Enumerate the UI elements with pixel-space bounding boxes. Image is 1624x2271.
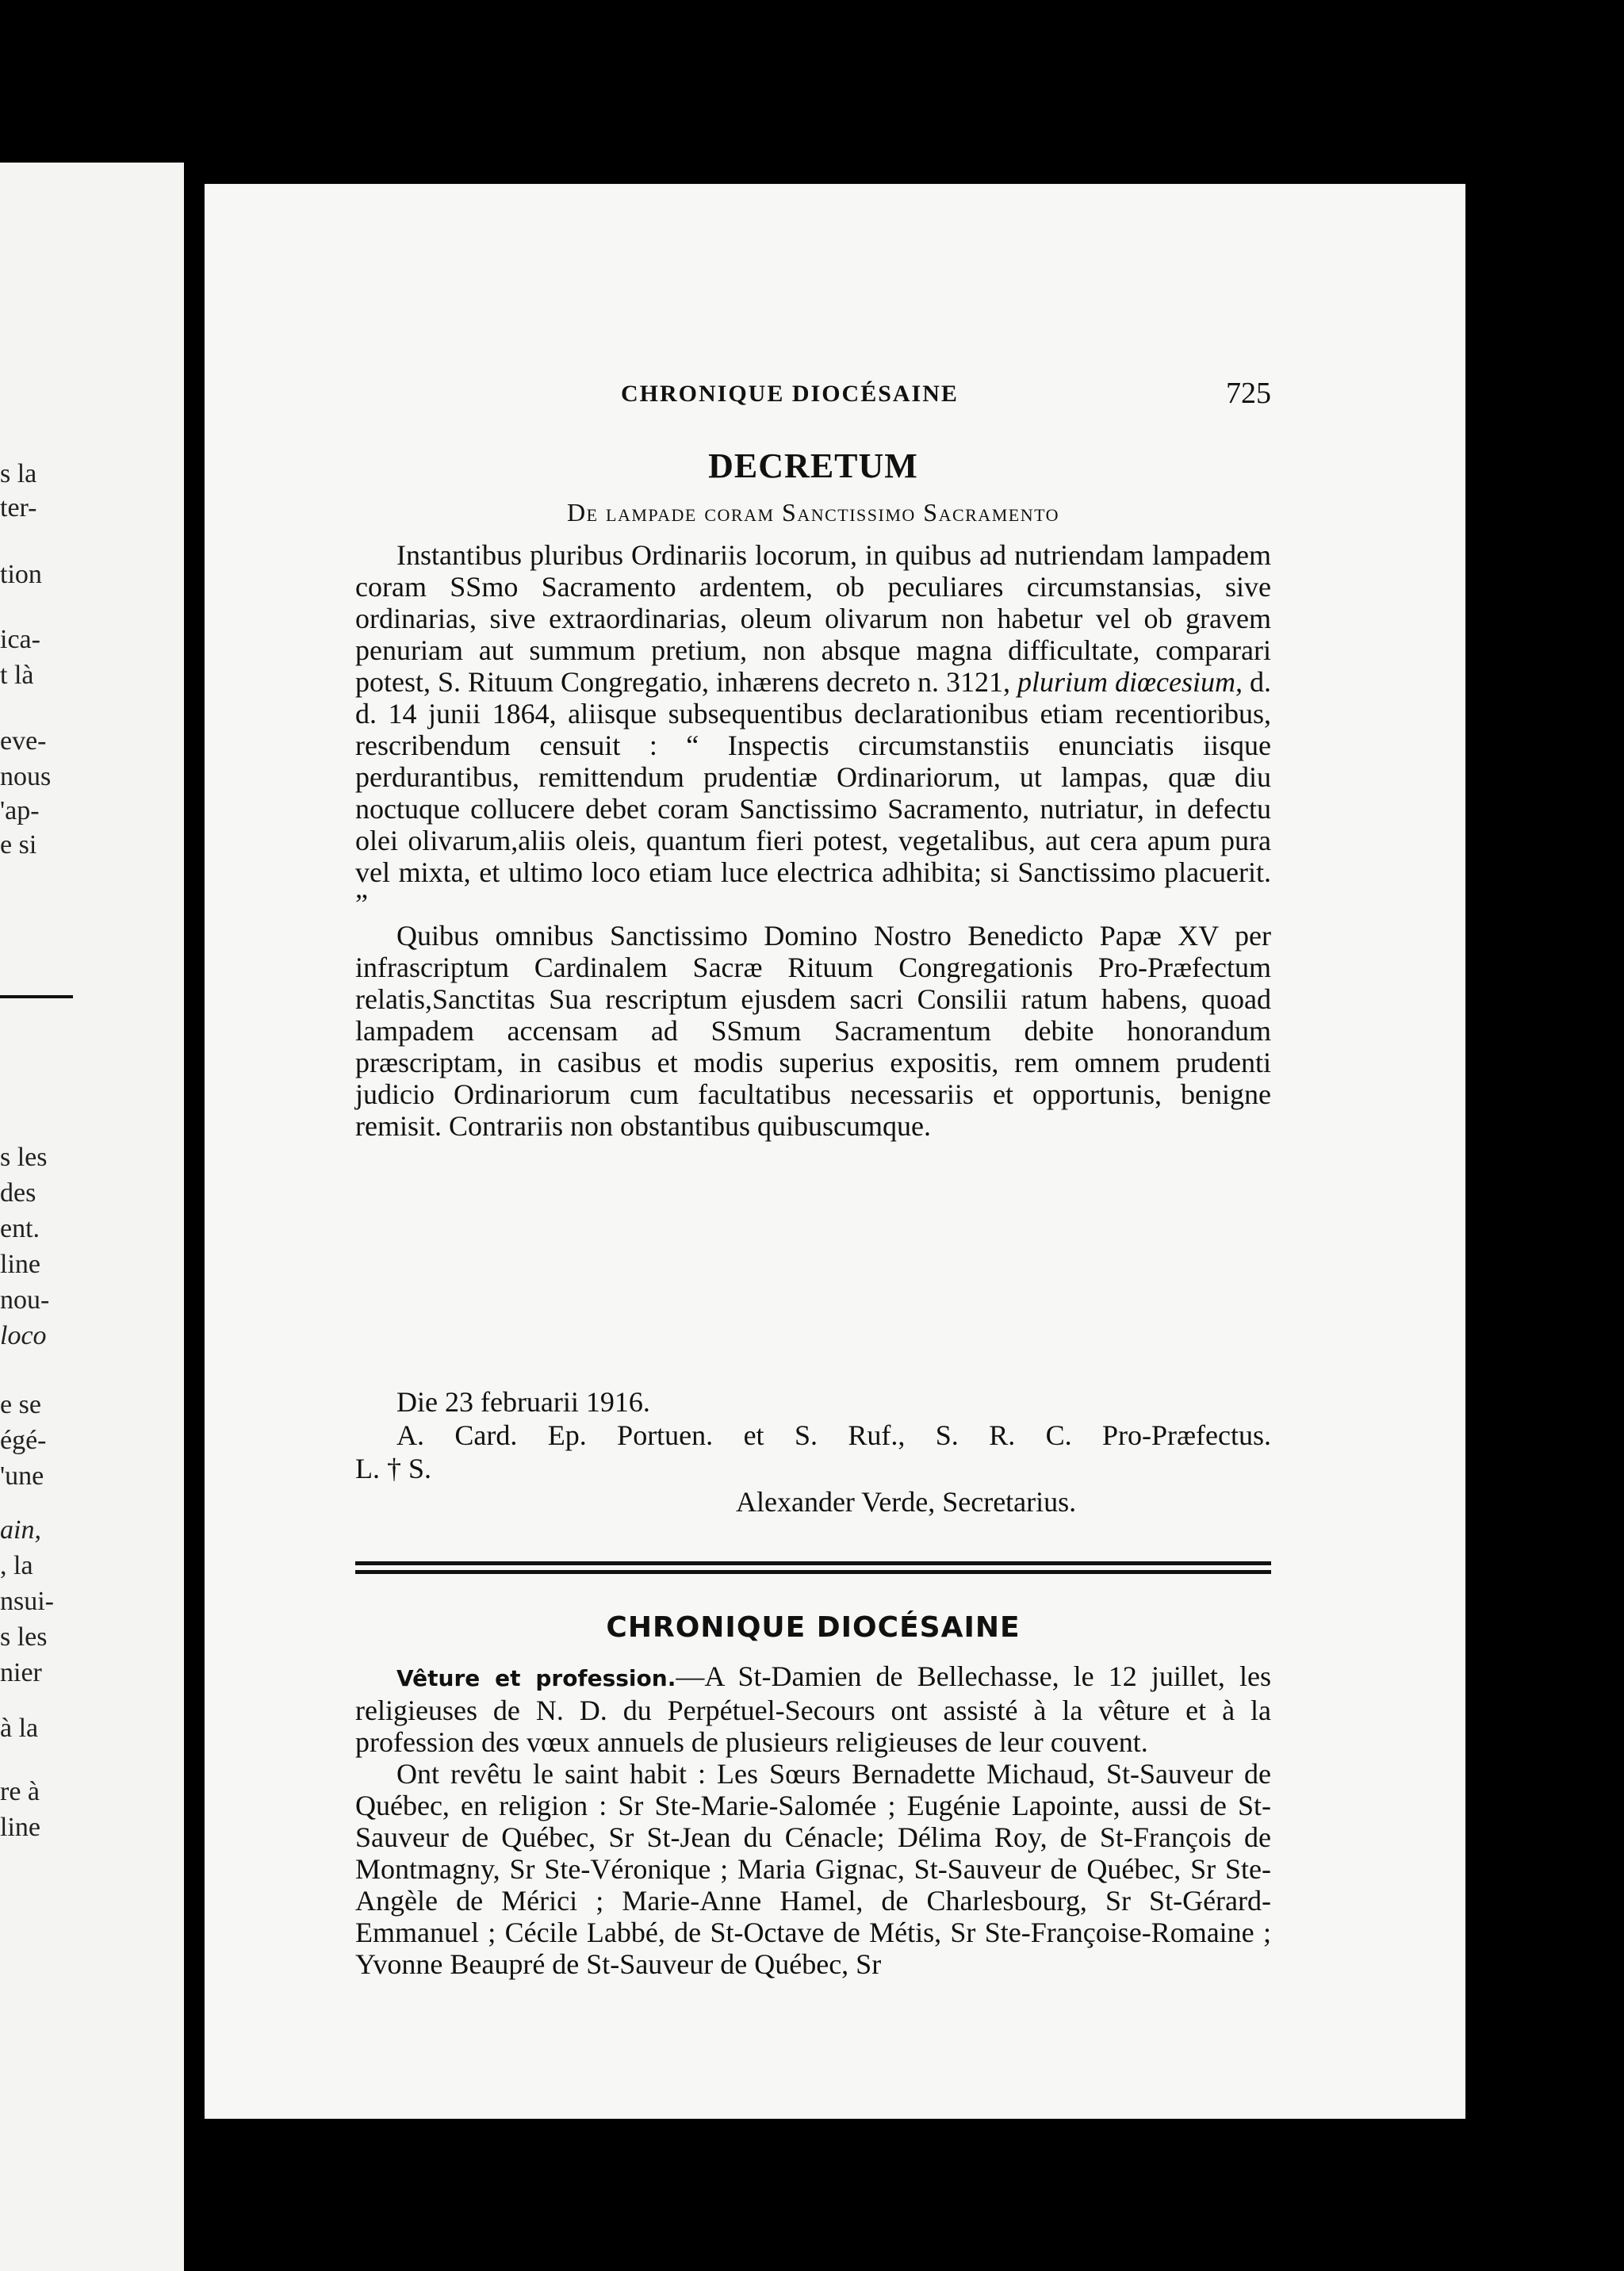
- previous-page-fragment: [0, 163, 184, 2271]
- previous-page-text-fragment: des: [0, 1178, 36, 1208]
- signature-block: [355, 1385, 1271, 1518]
- previous-page-rule: [0, 995, 73, 998]
- previous-page-text-fragment: tion: [0, 560, 42, 589]
- chronicle-paragraph-2: Ont revêtu le saint habit : Les Sœurs Bernadette Michaud, St-Sauveur de Québec, en religion : Sr Ste-Marie-Salomée ; Eugénie Lapointe, aussi de St-Sauveur de Québec, Sr St-Jean du Cénacle; Délima Roy, de St-François de Montmagny, Sr Ste-Véronique ; Maria Gignac, St-Sauveur de Québec, Sr Ste-Angèle de Mérici ; Marie-Anne Hamel, de Charlesbourg, Sr St-Gérard-Emmanuel ; Cécile Labbé, de St-Octave de Métis, Sr Ste-Françoise-Romaine ; Yvonne Beaupré de St-Sauveur de Québec, Sr: [355, 1758, 1271, 1980]
- previous-page-text-fragment: ain,: [0, 1515, 41, 1545]
- decree-signature: A. Card. Ep. Portuen. et S. Ruf., S. R. C. Pro-Præfectus.: [396, 1419, 1271, 1451]
- chronicle-paragraph-1-text: —A St-Damien de Bellechasse, le 12 juillet, les religieuses de N. D. du Perpétuel-Secours ont assisté à la vêture et à la profession des vœux annuels de plusieurs religieuses de leur couvent.: [355, 1660, 1271, 1758]
- decree-heading: DECRETUM: [708, 446, 918, 485]
- decree-seal: L. † S.: [355, 1453, 432, 1484]
- decree-subheading: De lampade coram Sanctissimo Sacramento: [566, 498, 1060, 527]
- previous-page-text-fragment: e si: [0, 830, 37, 860]
- previous-page-text-fragment: t là: [0, 661, 34, 690]
- book-gutter: [184, 186, 197, 2105]
- previous-page-text-fragment: loco: [0, 1321, 47, 1350]
- previous-page-text-fragment: 'ap-: [0, 796, 40, 825]
- previous-page-text-fragment: égé-: [0, 1426, 47, 1455]
- previous-page-text-fragment: à la: [0, 1714, 39, 1743]
- previous-page-text-fragment: 'une: [0, 1461, 44, 1491]
- previous-page-text-fragment: line: [0, 1813, 40, 1842]
- decree-secretary: Alexander Verde, Secretarius.: [736, 1486, 1077, 1518]
- previous-page-text-fragment: nou-: [0, 1285, 50, 1315]
- previous-page-text-fragment: ica-: [0, 625, 40, 654]
- decree-paragraph-1-end: d. d. 14 junii 1864, aliisque subsequentibus declarationibus etiam recentioribus, rescribendum censuit : “ Inspectis circumstanstiis enunciatis iisque perdurantibus, remittendum prudentiæ Ordinariorum, ut lampas, quæ diu noctuque collucere debet coram Sanctissimo Sacramento, nutriatur, in defectu olei olivarum,aliis oleis, quantum fieri potest, vegetalibus, aut cera apum pura vel mixta, et ultimo loco etiam luce electrica adhibita; si Sanctissimo placuerit. ”: [355, 666, 1271, 920]
- page-number: 725: [1226, 377, 1271, 410]
- previous-page-text-fragment: nous: [0, 762, 52, 791]
- previous-page-text-fragment: s les: [0, 1622, 48, 1652]
- previous-page-text-fragment: line: [0, 1250, 40, 1279]
- decree-paragraph-2: Quibus omnibus Sanctissimo Domino Nostro Benedicto Papæ XV per infrascriptum Cardinalem Sacræ Rituum Congregationis Pro-Præfectum relatis,Sanctitas Sua rescriptum ejusdem sacri Consilii ratum habens, quoad lampadem accensam ad SSmum Sacramentum debite honorandum præscriptam, in casibus et modis superius expositis, rem omnem prudenti judicio Ordinariorum cum facultatibus necessariis et opportunis, benigne remisit. Contrariis non obstantibus quibuscumque.: [355, 920, 1271, 1142]
- previous-page-text-fragment: s la: [0, 459, 37, 488]
- previous-page-text-fragment: eve-: [0, 726, 47, 756]
- previous-page-text-fragment: nsui-: [0, 1587, 54, 1616]
- previous-page-text-fragment: s les: [0, 1143, 48, 1172]
- chronicle-paragraph-1: [355, 1660, 1271, 1758]
- decree-paragraph-1: [355, 539, 1271, 920]
- decree-italic-phrase: plurium diœcesium,: [1017, 666, 1243, 698]
- previous-page-text-fragment: re à: [0, 1777, 40, 1806]
- previous-page-text-fragment: , la: [0, 1551, 33, 1580]
- chronicle-heading: CHRONIQUE DIOCÉSAINE: [606, 1611, 1021, 1644]
- chronicle-body: [355, 1660, 1271, 1980]
- previous-page-text-fragment: nier: [0, 1658, 42, 1687]
- previous-page-text-fragment: ent.: [0, 1214, 40, 1243]
- decree-date: Die 23 februarii 1916.: [396, 1386, 650, 1418]
- running-head: [355, 377, 1271, 412]
- previous-page-text-fragment: e se: [0, 1390, 41, 1419]
- previous-page-text-fragment: ter-: [0, 493, 37, 523]
- running-title: CHRONIQUE DIOCÉSAINE: [621, 381, 959, 407]
- chronicle-runin-heading: Vêture et profession.: [396, 1665, 676, 1691]
- decree-body: [355, 539, 1271, 1142]
- decree-paragraph-1-text: Instantibus pluribus Ordinariis locorum, in quibus ad nutriendam lampadem coram SSmo Sacramento ardentem, ob peculiares circumstansias, sive ordinarias, sive extraordinarias, oleum olivarum non habetur vel ob gravem penuriam aut summum pretium, non absque magna difficultate, comparari potest, S. Rituum Congregatio, inhærens decreto n. 3121,: [355, 539, 1271, 698]
- section-divider: [355, 1561, 1271, 1574]
- book-page: [205, 184, 1465, 2119]
